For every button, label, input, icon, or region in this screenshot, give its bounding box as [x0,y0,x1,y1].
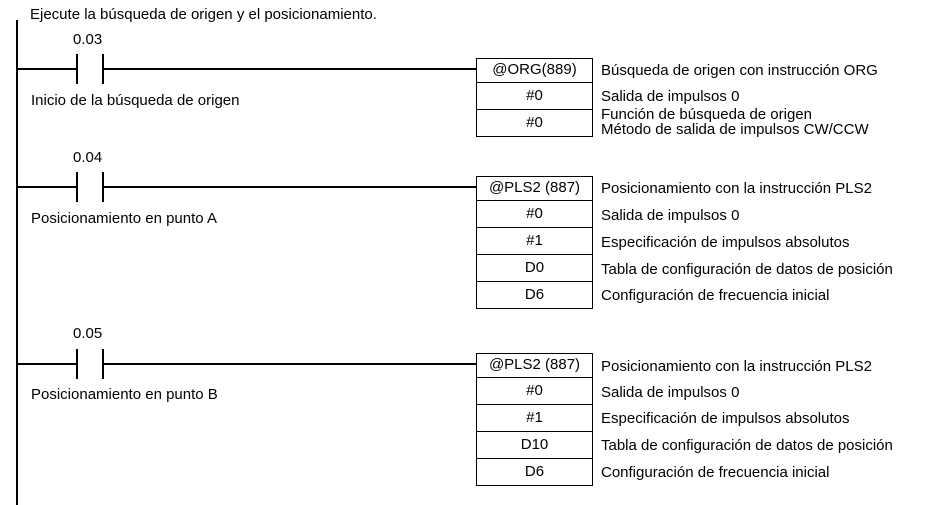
rung-wire [17,363,76,365]
contact-address: 0.03 [73,31,103,48]
no-contact-symbol[interactable] [76,54,104,84]
diagram-title: Ejecute la búsqueda de origen y el posicionamiento. [30,6,377,23]
contact-address: 0.04 [73,149,103,166]
description-text: Función de búsqueda de origen [601,106,812,123]
contact-address: 0.05 [73,325,103,342]
instruction-cell[interactable]: @PLS2 (887) [476,353,593,378]
instruction-cell[interactable]: @PLS2 (887) [476,176,593,201]
contact-label: Posicionamiento en punto B [31,386,218,403]
operand-cell[interactable]: #0 [476,378,593,405]
description-text: Tabla de configuración de datos de posición [601,437,893,454]
description-text: Posicionamiento con la instrucción PLS2 [601,358,872,375]
operand-cell[interactable]: #1 [476,228,593,255]
description-text: Posicionamiento con la instrucción PLS2 [601,180,872,197]
instruction-cell[interactable]: @ORG(889) [476,58,593,83]
contact-label: Posicionamiento en punto A [31,210,217,227]
operand-cell[interactable]: D6 [476,459,593,486]
description-text: Tabla de configuración de datos de posición [601,261,893,278]
rung-wire [17,186,76,188]
description-text: Método de salida de impulsos CW/CCW [601,121,869,138]
rung-wire [104,68,476,70]
left-power-rail [16,20,18,505]
description-text: Salida de impulsos 0 [601,88,740,105]
operand-cell[interactable]: D6 [476,282,593,309]
description-text: Configuración de frecuencia inicial [601,287,830,304]
rung-wire [104,186,476,188]
operand-cell[interactable]: D0 [476,255,593,282]
no-contact-symbol[interactable] [76,349,104,379]
rung-wire [104,363,476,365]
operand-cell[interactable]: #0 [476,201,593,228]
no-contact-symbol[interactable] [76,172,104,202]
operand-cell[interactable]: #0 [476,110,593,137]
operand-cell[interactable]: #0 [476,83,593,110]
contact-label: Inicio de la búsqueda de origen [31,92,240,109]
description-text: Especificación de impulsos absolutos [601,234,850,251]
description-text: Búsqueda de origen con instrucción ORG [601,62,878,79]
operand-cell[interactable]: #1 [476,405,593,432]
description-text: Salida de impulsos 0 [601,207,740,224]
description-text: Especificación de impulsos absolutos [601,410,850,427]
description-text: Salida de impulsos 0 [601,384,740,401]
description-text: Configuración de frecuencia inicial [601,464,830,481]
rung-wire [17,68,76,70]
operand-cell[interactable]: D10 [476,432,593,459]
